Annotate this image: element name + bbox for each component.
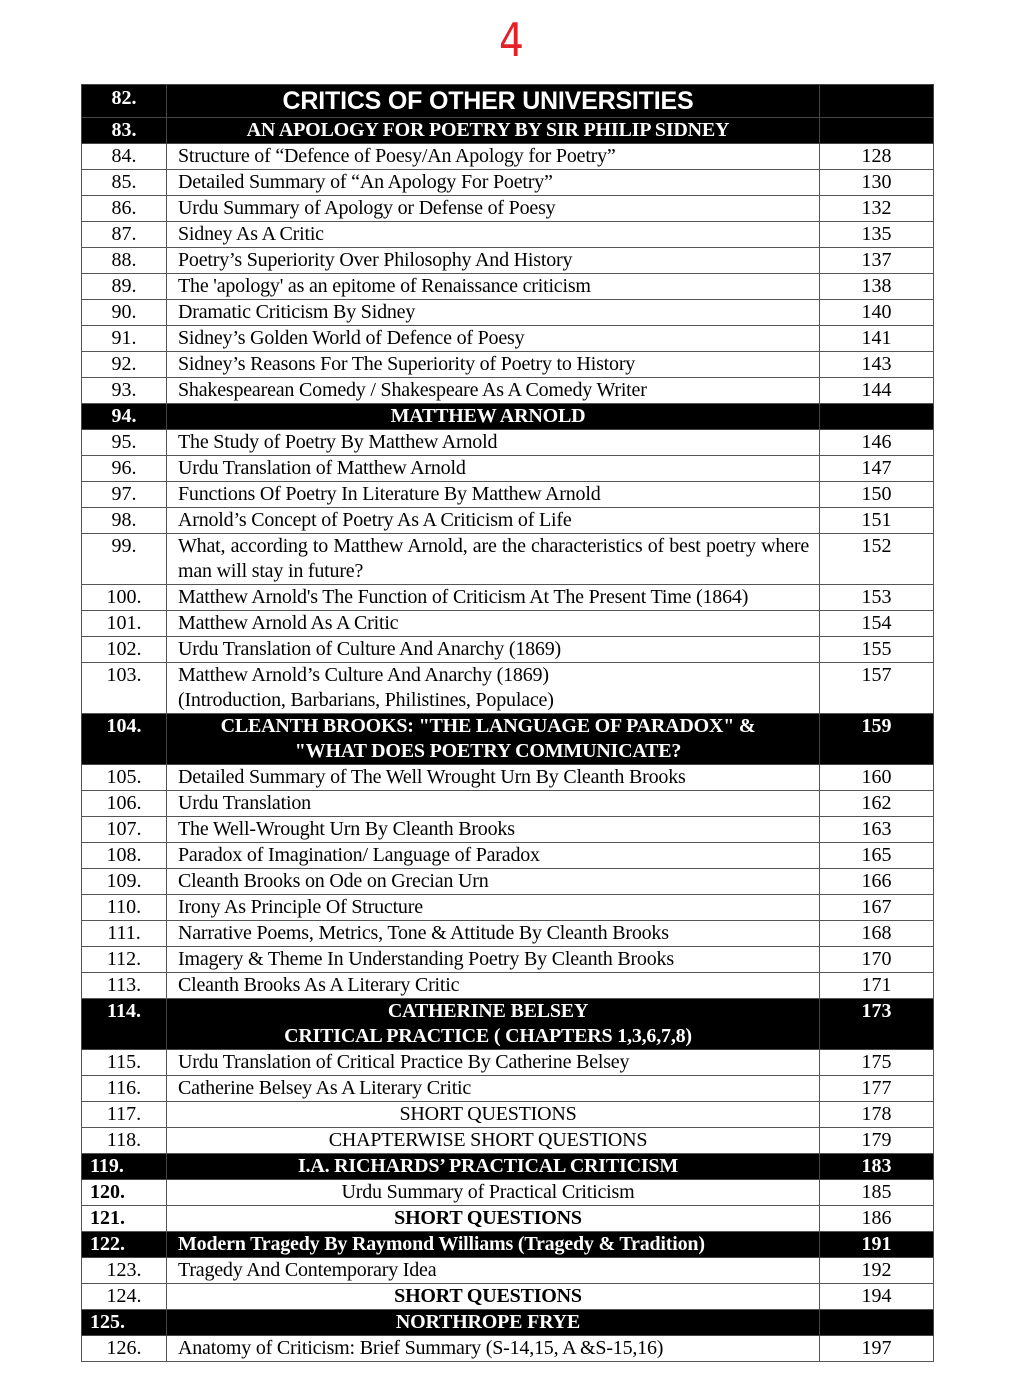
toc-row[interactable]	[82, 947, 934, 973]
toc-row[interactable]	[82, 300, 934, 326]
toc-item-title[interactable]	[167, 456, 820, 482]
toc-row[interactable]	[82, 663, 934, 714]
toc-item-number: 92.	[82, 352, 167, 378]
toc-item-title[interactable]	[167, 817, 820, 843]
toc-page-number: 163	[820, 817, 934, 843]
toc-title-text: Urdu Summary of Practical Criticism	[341, 1181, 635, 1203]
toc-page-number: 175	[820, 1050, 934, 1076]
toc-page-number: 166	[820, 869, 934, 895]
toc-title-text: The 'apology' as an epitome of Renaissance criticism	[178, 275, 591, 297]
toc-item-title[interactable]	[167, 1102, 820, 1128]
toc-row[interactable]	[82, 869, 934, 895]
toc-page-number: 128	[820, 144, 934, 170]
toc-item-title[interactable]	[167, 1050, 820, 1076]
toc-item-number: 89.	[82, 274, 167, 300]
toc-page-number: 143	[820, 352, 934, 378]
toc-title-text: Narrative Poems, Metrics, Tone & Attitude By Cleanth Brooks	[178, 922, 669, 944]
toc-item-title[interactable]	[167, 637, 820, 663]
toc-title-text: The Well-Wrought Urn By Cleanth Brooks	[178, 818, 515, 840]
toc-item-title[interactable]	[167, 352, 820, 378]
toc-item-title[interactable]	[167, 274, 820, 300]
toc-title-text: Sidney’s Golden World of Defence of Poesy	[178, 327, 525, 349]
toc-item-title[interactable]	[167, 663, 820, 714]
toc-title-subtext: "WHAT DOES POETRY COMMUNICATE?	[294, 740, 682, 762]
toc-item-number: 93.	[82, 378, 167, 404]
toc-title-text: Poetry’s Superiority Over Philosophy And History	[178, 249, 573, 271]
toc-row[interactable]	[82, 196, 934, 222]
toc-title-text: The Study of Poetry By Matthew Arnold	[178, 431, 498, 453]
toc-page-number	[820, 85, 934, 118]
toc-row[interactable]	[82, 1258, 934, 1284]
toc-title-text: Matthew Arnold's The Function of Criticism At The Present Time (1864)	[178, 586, 749, 608]
toc-item-number: 90.	[82, 300, 167, 326]
toc-item-title[interactable]	[167, 378, 820, 404]
toc-item-number: 105.	[82, 765, 167, 791]
toc-row[interactable]	[82, 85, 934, 118]
toc-row[interactable]	[82, 118, 934, 144]
toc-item-title[interactable]	[167, 534, 820, 585]
toc-item-number: 82.	[82, 85, 167, 118]
toc-title-text: CHAPTERWISE SHORT QUESTIONS	[328, 1129, 648, 1151]
toc-page-number: 167	[820, 895, 934, 921]
toc-item-number: 108.	[82, 843, 167, 869]
toc-row[interactable]	[82, 895, 934, 921]
toc-row[interactable]	[82, 1102, 934, 1128]
toc-item-title[interactable]	[167, 947, 820, 973]
toc-item-number: 97.	[82, 482, 167, 508]
toc-row[interactable]	[82, 765, 934, 791]
toc-title-text: Sidney’s Reasons For The Superiority of Poetry to History	[178, 353, 636, 375]
toc-item-number: 118.	[82, 1128, 167, 1154]
toc-row[interactable]	[82, 611, 934, 637]
toc-page-number: 179	[820, 1128, 934, 1154]
toc-title-text: What, according to Matthew Arnold, are the characteristics of best poetry where man will stay in future?	[178, 535, 809, 582]
toc-item-title[interactable]	[167, 508, 820, 534]
toc-item-title[interactable]	[167, 791, 820, 817]
toc-title-text: Dramatic Criticism By Sidney	[178, 301, 416, 323]
toc-title-text: Paradox of Imagination/ Language of Paradox	[178, 844, 540, 866]
toc-item-number: 121.	[82, 1206, 167, 1232]
toc-item-number: 91.	[82, 326, 167, 352]
toc-item-number: 120.	[82, 1180, 167, 1206]
toc-item-number: 87.	[82, 222, 167, 248]
toc-item-number: 102.	[82, 637, 167, 663]
toc-title-text: Functions Of Poetry In Literature By Matthew Arnold	[178, 483, 601, 505]
toc-item-title[interactable]	[167, 196, 820, 222]
toc-page-number: 144	[820, 378, 934, 404]
toc-row[interactable]	[82, 430, 934, 456]
toc-row[interactable]	[82, 817, 934, 843]
toc-item-number: 123.	[82, 1258, 167, 1284]
toc-page-number: 154	[820, 611, 934, 637]
toc-section-heading[interactable]	[167, 714, 820, 765]
toc-item-number: 88.	[82, 248, 167, 274]
toc-row[interactable]	[82, 170, 934, 196]
toc-title-text: I.A. RICHARDS’ PRACTICAL CRITICISM	[297, 1155, 679, 1177]
toc-item-number: 99.	[82, 534, 167, 585]
toc-item-number: 119.	[82, 1154, 167, 1180]
toc-page-number: 173	[820, 999, 934, 1050]
toc-page-number: 157	[820, 663, 934, 714]
toc-title-text: Irony As Principle Of Structure	[178, 896, 423, 918]
toc-item-number: 109.	[82, 869, 167, 895]
toc-title-text: Matthew Arnold’s Culture And Anarchy (1869)	[178, 664, 549, 686]
toc-page-number: 132	[820, 196, 934, 222]
toc-row[interactable]	[82, 248, 934, 274]
toc-title-subtext: CRITICAL PRACTICE ( CHAPTERS 1,3,6,7,8)	[284, 1025, 692, 1047]
page-number: 4	[499, 13, 524, 67]
toc-page-number: 141	[820, 326, 934, 352]
toc-row[interactable]	[82, 1206, 934, 1232]
toc-item-number: 83.	[82, 118, 167, 144]
toc-page-number: 194	[820, 1284, 934, 1310]
toc-page-number: 130	[820, 170, 934, 196]
toc-row[interactable]	[82, 222, 934, 248]
toc-page-number: 160	[820, 765, 934, 791]
toc-item-number: 114.	[82, 999, 167, 1050]
toc-title-text: Imagery & Theme In Understanding Poetry By Cleanth Brooks	[178, 948, 674, 970]
toc-row[interactable]	[82, 1154, 934, 1180]
toc-title-text: Sidney As A Critic	[178, 223, 324, 245]
toc-item-number: 95.	[82, 430, 167, 456]
toc-section-heading[interactable]	[167, 1232, 820, 1258]
toc-page-number: 162	[820, 791, 934, 817]
toc-page-number	[820, 1310, 934, 1336]
toc-item-number: 111.	[82, 921, 167, 947]
toc-row[interactable]	[82, 714, 934, 765]
toc-title-text: Structure of “Defence of Poesy/An Apology for Poetry”	[178, 145, 616, 167]
toc-item-title[interactable]	[167, 895, 820, 921]
toc-page-number: 146	[820, 430, 934, 456]
toc-row[interactable]	[82, 1128, 934, 1154]
toc-page-number: 150	[820, 482, 934, 508]
toc-row[interactable]	[82, 508, 934, 534]
toc-page-number: 168	[820, 921, 934, 947]
toc-item-number: 86.	[82, 196, 167, 222]
toc-body	[82, 85, 934, 1362]
toc-section-heading[interactable]	[167, 85, 820, 118]
toc-title-text: SHORT QUESTIONS	[394, 1207, 582, 1229]
toc-item-title[interactable]	[167, 1336, 820, 1362]
toc-title-text: Matthew Arnold As A Critic	[178, 612, 399, 634]
toc-item-number: 113.	[82, 973, 167, 999]
toc-page-number	[820, 118, 934, 144]
toc-title-text: SHORT QUESTIONS	[399, 1103, 577, 1125]
toc-item-title[interactable]	[167, 843, 820, 869]
toc-page-number: 178	[820, 1102, 934, 1128]
toc-item-number: 124.	[82, 1284, 167, 1310]
toc-page-number: 191	[820, 1232, 934, 1258]
toc-title-text: Anatomy of Criticism: Brief Summary (S-14,15, A &S-15,16)	[178, 1337, 664, 1359]
toc-item-number: 98.	[82, 508, 167, 534]
toc-page-number: 140	[820, 300, 934, 326]
toc-section-heading[interactable]	[167, 999, 820, 1050]
toc-title-text: CATHERINE BELSEY	[387, 1000, 589, 1022]
toc-title-text: Tragedy And Contemporary Idea	[178, 1259, 437, 1281]
toc-page-number: 185	[820, 1180, 934, 1206]
table-of-contents	[81, 84, 934, 1362]
toc-row[interactable]	[82, 1076, 934, 1102]
toc-title-text: Cleanth Brooks As A Literary Critic	[178, 974, 460, 996]
toc-title-text: Urdu Translation	[178, 792, 311, 814]
toc-item-number: 117.	[82, 1102, 167, 1128]
toc-row[interactable]	[82, 274, 934, 300]
toc-page-number: 197	[820, 1336, 934, 1362]
toc-row[interactable]	[82, 999, 934, 1050]
toc-row[interactable]	[82, 144, 934, 170]
toc-row[interactable]	[82, 1310, 934, 1336]
toc-section-heading[interactable]	[167, 118, 820, 144]
toc-item-title[interactable]	[167, 611, 820, 637]
toc-row[interactable]	[82, 534, 934, 585]
toc-item-number: 94.	[82, 404, 167, 430]
toc-section-heading[interactable]	[167, 1310, 820, 1336]
toc-item-title[interactable]	[167, 1206, 820, 1232]
toc-row[interactable]	[82, 1180, 934, 1206]
toc-title-text: Modern Tragedy By Raymond Williams (Tragedy & Tradition)	[178, 1233, 705, 1255]
toc-row[interactable]	[82, 456, 934, 482]
toc-title-text: AN APOLOGY FOR POETRY BY SIR PHILIP SIDNEY	[246, 119, 730, 141]
toc-item-title[interactable]	[167, 222, 820, 248]
toc-item-number: 116.	[82, 1076, 167, 1102]
toc-row[interactable]	[82, 1050, 934, 1076]
toc-row[interactable]	[82, 585, 934, 611]
toc-title-text: Cleanth Brooks on Ode on Grecian Urn	[178, 870, 489, 892]
toc-item-number: 112.	[82, 947, 167, 973]
toc-row[interactable]	[82, 843, 934, 869]
toc-item-number: 85.	[82, 170, 167, 196]
toc-item-title[interactable]	[167, 144, 820, 170]
toc-item-title[interactable]	[167, 921, 820, 947]
toc-item-title[interactable]	[167, 248, 820, 274]
toc-row[interactable]	[82, 404, 934, 430]
toc-item-title[interactable]	[167, 1284, 820, 1310]
toc-title-text: Arnold’s Concept of Poetry As A Criticism of Life	[178, 509, 572, 531]
toc-item-number: 107.	[82, 817, 167, 843]
toc-item-number: 103.	[82, 663, 167, 714]
toc-row[interactable]	[82, 1284, 934, 1310]
toc-title-text: NORTHROPE FRYE	[395, 1311, 581, 1333]
toc-section-heading[interactable]	[167, 404, 820, 430]
toc-title-text: Detailed Summary of “An Apology For Poetry”	[178, 171, 553, 193]
toc-row[interactable]	[82, 1232, 934, 1258]
toc-section-heading[interactable]	[167, 1154, 820, 1180]
toc-title-text: CRITICS OF OTHER UNIVERSITIES	[282, 87, 694, 115]
toc-item-title[interactable]	[167, 1128, 820, 1154]
toc-title-subtext: (Introduction, Barbarians, Philistines, Populace)	[178, 689, 554, 711]
toc-title-text: Shakespearean Comedy / Shakespeare As A Comedy Writer	[178, 379, 647, 401]
toc-page-number: 138	[820, 274, 934, 300]
toc-item-title[interactable]	[167, 326, 820, 352]
toc-page-number: 153	[820, 585, 934, 611]
toc-title-text: Detailed Summary of The Well Wrought Urn By Cleanth Brooks	[178, 766, 686, 788]
toc-item-title[interactable]	[167, 869, 820, 895]
toc-row[interactable]	[82, 352, 934, 378]
toc-item-number: 115.	[82, 1050, 167, 1076]
toc-page-number: 192	[820, 1258, 934, 1284]
toc-page-number: 137	[820, 248, 934, 274]
toc-page-number: 147	[820, 456, 934, 482]
toc-item-number: 110.	[82, 895, 167, 921]
toc-page-number: 165	[820, 843, 934, 869]
toc-item-title[interactable]	[167, 1258, 820, 1284]
toc-item-number: 122.	[82, 1232, 167, 1258]
toc-page-number: 151	[820, 508, 934, 534]
toc-item-number: 84.	[82, 144, 167, 170]
toc-title-text: MATTHEW ARNOLD	[390, 405, 586, 427]
toc-item-title[interactable]	[167, 300, 820, 326]
toc-item-number: 106.	[82, 791, 167, 817]
toc-item-number: 96.	[82, 456, 167, 482]
toc-item-title[interactable]	[167, 430, 820, 456]
toc-row[interactable]	[82, 482, 934, 508]
toc-item-number: 126.	[82, 1336, 167, 1362]
toc-row[interactable]	[82, 921, 934, 947]
toc-item-title[interactable]	[167, 973, 820, 999]
toc-title-text: Urdu Translation of Matthew Arnold	[178, 457, 466, 479]
toc-title-text: Urdu Translation of Culture And Anarchy (1869)	[178, 638, 561, 660]
toc-page-number: 155	[820, 637, 934, 663]
toc-page-number: 186	[820, 1206, 934, 1232]
toc-row[interactable]	[82, 637, 934, 663]
toc-item-number: 104.	[82, 714, 167, 765]
toc-page-number: 183	[820, 1154, 934, 1180]
toc-title-text: Catherine Belsey As A Literary Critic	[178, 1077, 472, 1099]
toc-row[interactable]	[82, 973, 934, 999]
toc-page-number: 177	[820, 1076, 934, 1102]
toc-page-number	[820, 404, 934, 430]
toc-page-number: 171	[820, 973, 934, 999]
toc-item-title[interactable]	[167, 170, 820, 196]
toc-page-number: 159	[820, 714, 934, 765]
toc-page-number: 170	[820, 947, 934, 973]
toc-row[interactable]	[82, 1336, 934, 1362]
toc-item-title[interactable]	[167, 1076, 820, 1102]
toc-title-text: Urdu Summary of Apology or Defense of Poesy	[178, 197, 556, 219]
toc-item-title[interactable]	[167, 1180, 820, 1206]
toc-item-number: 100.	[82, 585, 167, 611]
toc-title-text: CLEANTH BROOKS: "THE LANGUAGE OF PARADOX" &	[220, 715, 756, 737]
toc-item-number: 101.	[82, 611, 167, 637]
toc-row[interactable]	[82, 326, 934, 352]
toc-item-title[interactable]	[167, 585, 820, 611]
toc-page-number: 152	[820, 534, 934, 585]
toc-title-text: Urdu Translation of Critical Practice By Catherine Belsey	[178, 1051, 630, 1073]
toc-item-title[interactable]	[167, 765, 820, 791]
toc-title-text: SHORT QUESTIONS	[394, 1285, 582, 1307]
toc-row[interactable]	[82, 378, 934, 404]
toc-row[interactable]	[82, 791, 934, 817]
toc-item-title[interactable]	[167, 482, 820, 508]
toc-page-number: 135	[820, 222, 934, 248]
toc-item-number: 125.	[82, 1310, 167, 1336]
